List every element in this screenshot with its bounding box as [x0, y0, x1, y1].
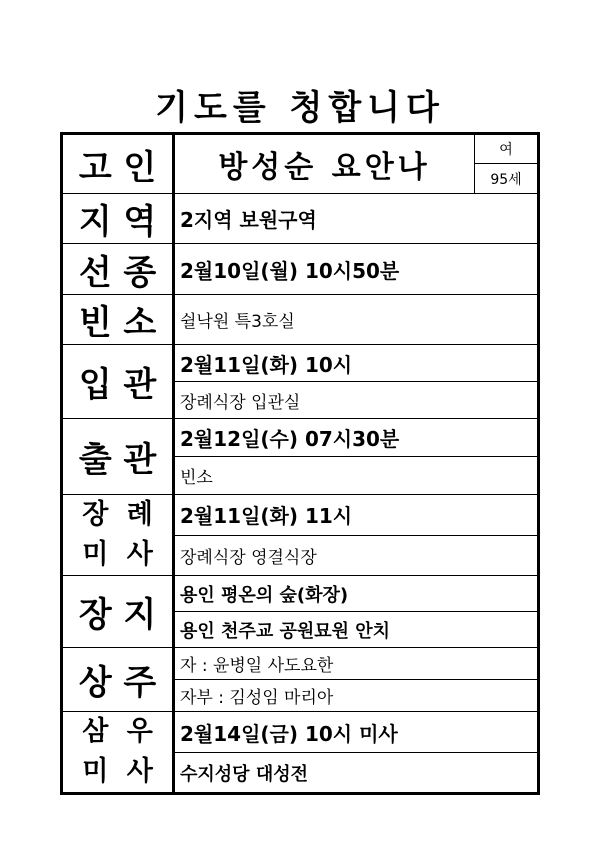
burial-crematorium: 용인 평온의 숲(화장)	[174, 576, 539, 612]
label-departure: 출 관	[62, 419, 174, 495]
departure-time: 2월12일(수) 07시30분	[174, 419, 539, 457]
label-encoffin: 입 관	[62, 345, 174, 419]
label-region: 지 역	[62, 194, 174, 244]
page-title: 기도를 청합니다	[155, 88, 445, 128]
deceased-name: 방성순 요안나	[174, 134, 475, 194]
label-death: 선 종	[62, 244, 174, 295]
encoffin-time: 2월11일(화) 10시	[174, 345, 539, 382]
mourner-son: 자 : 윤병일 사도요한	[174, 648, 539, 680]
label-third-day-mass: 삼 우 미 사	[62, 712, 174, 794]
departure-place: 빈소	[174, 457, 539, 495]
third-day-mass-time: 2월14일(금) 10시 미사	[174, 712, 539, 753]
region-value: 2지역 보원구역	[174, 194, 539, 244]
funeral-mass-time: 2월11일(화) 11시	[174, 495, 539, 536]
funeral-mass-place: 장례식장 영결식장	[174, 535, 539, 576]
label-burial: 장 지	[62, 576, 174, 648]
burial-cemetery: 용인 천주교 공원묘원 안치	[174, 612, 539, 648]
label-mortuary: 빈 소	[62, 295, 174, 345]
death-value: 2월10일(월) 10시50분	[174, 244, 539, 295]
label-mourners: 상 주	[62, 648, 174, 712]
deceased-gender: 여	[475, 134, 539, 164]
label-funeral-mass: 장 례 미 사	[62, 495, 174, 576]
label-deceased: 고 인	[62, 134, 174, 194]
mortuary-value: 쉴낙원 특3호실	[174, 295, 539, 345]
mourner-daughter-in-law: 자부 : 김성임 마리아	[174, 680, 539, 712]
deceased-age: 95세	[475, 164, 539, 194]
funeral-notice-table	[60, 132, 540, 795]
third-day-mass-place: 수지성당 대성전	[174, 753, 539, 794]
encoffin-place: 장례식장 입관실	[174, 382, 539, 419]
